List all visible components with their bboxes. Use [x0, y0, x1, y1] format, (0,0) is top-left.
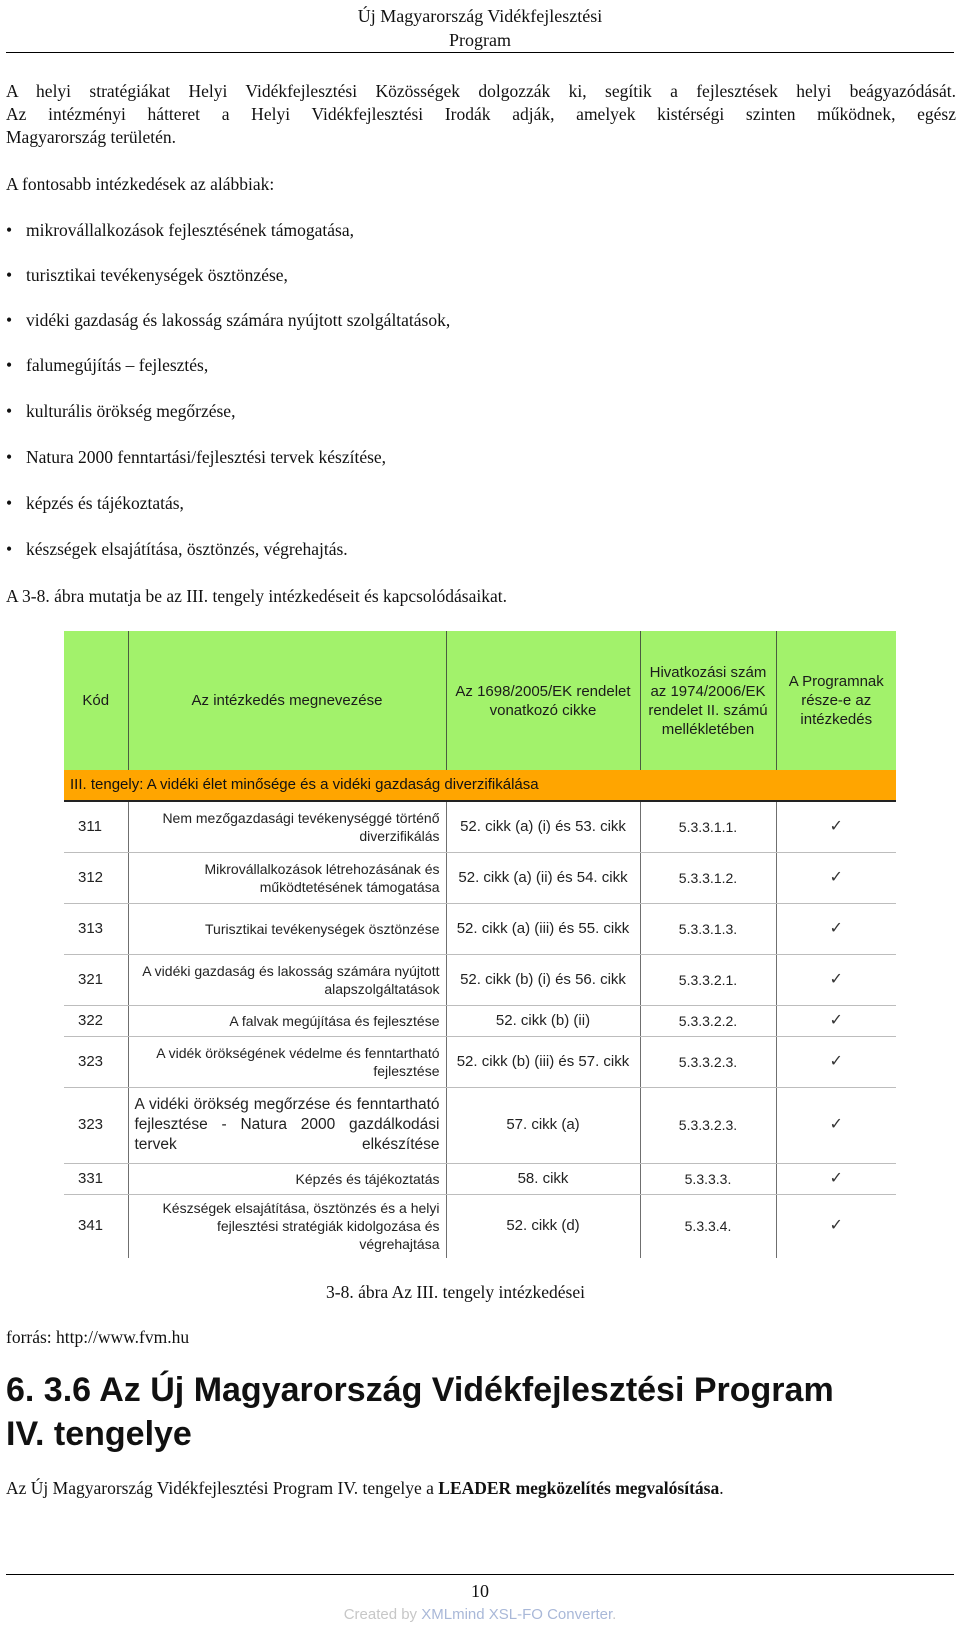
col-header-nev: Az intézkedés megnevezése — [128, 631, 446, 770]
creator-suffix: . — [612, 1606, 617, 1623]
list-item-text: vidéki gazdaság és lakosság számára nyújtott szolgáltatások, — [26, 310, 451, 330]
source-note: forrás: http://www.fvm.hu — [6, 1327, 190, 1347]
cell-kod: 312 — [64, 852, 128, 903]
cell-kod: 311 — [64, 801, 128, 852]
list-item — [6, 538, 348, 561]
intro-line-2: Az intézményi hátteret a Helyi Vidékfejlesztési Irodák adják, amelyek kistérségi szinten működnek, egész — [6, 104, 956, 124]
measures-table-figure — [64, 631, 896, 1273]
list-item — [6, 492, 184, 515]
cell-hivatkozas: 5.3.3.1.3. — [640, 903, 776, 954]
check-icon: ✓ — [776, 1087, 896, 1163]
footer-rule — [6, 1574, 954, 1575]
list-item-text: mikrovállalkozások fejlesztésének támogatása, — [26, 220, 354, 240]
cell-nev: Képzés és tájékoztatás — [128, 1163, 446, 1194]
cell-nev: A vidéki örökség megőrzése és fenntartható fejlesztése - Natura 2000 gazdálkodási tervek elkészítése — [128, 1087, 446, 1163]
cell-kod: 341 — [64, 1194, 128, 1258]
table-row — [64, 954, 896, 1005]
cell-cikk: 52. cikk (b) (i) és 56. cikk — [446, 954, 640, 1005]
intro-paragraph — [6, 80, 956, 149]
cell-kod: 313 — [64, 903, 128, 954]
list-item — [6, 354, 208, 377]
list-item — [6, 309, 450, 332]
cell-cikk: 57. cikk (a) — [446, 1087, 640, 1163]
cell-nev: Készségek elsajátítása, ösztönzés és a helyi fejlesztési stratégiák kidolgozása és végrehajtása — [128, 1194, 446, 1258]
table-row — [64, 852, 896, 903]
cell-kod: 323 — [64, 1036, 128, 1087]
table-row — [64, 1163, 896, 1194]
creator-tool-link[interactable]: XMLmind XSL-FO Converter — [421, 1606, 613, 1623]
bullet-glyph: • — [6, 539, 13, 559]
intro-line-3: Magyarország területén. — [6, 127, 177, 147]
bullet-glyph: • — [6, 401, 13, 421]
cell-cikk: 52. cikk (d) — [446, 1194, 640, 1258]
table-row — [64, 1194, 896, 1258]
check-icon: ✓ — [776, 903, 896, 954]
list-item-text: készségek elsajátítása, ösztönzés, végrehajtás. — [26, 539, 348, 559]
col-header-cikk: Az 1698/2005/EK rendelet vonatkozó cikke — [446, 631, 640, 770]
list-item-text: falumegújítás – fejlesztés, — [26, 355, 209, 375]
measures-intro: A fontosabb intézkedések az alábbiak: — [6, 174, 275, 194]
cell-hivatkozas: 5.3.3.4. — [640, 1194, 776, 1258]
closing-text: Az Új Magyarország Vidékfejlesztési Program IV. tengelye a — [6, 1478, 439, 1498]
axis-row-label: III. tengely: A vidéki élet minősége és a vidéki gazdaság diverzifikálása — [64, 770, 896, 801]
check-icon: ✓ — [776, 1036, 896, 1087]
cell-nev: Turisztikai tevékenységek ösztönzése — [128, 903, 446, 954]
closing-paragraph — [6, 1477, 724, 1500]
list-item-text: képzés és tájékoztatás, — [26, 493, 184, 513]
table-row — [64, 1036, 896, 1087]
cell-cikk: 52. cikk (b) (iii) és 57. cikk — [446, 1036, 640, 1087]
figure-reference: A 3-8. ábra mutatja be az III. tengely intézkedéseit és kapcsolódásaikat. — [6, 586, 507, 606]
header-title-line1: Új Magyarország Vidékfejlesztési — [357, 6, 603, 26]
bullet-glyph: • — [6, 220, 13, 240]
col-header-hivatkozas: Hivatkozási szám az 1974/2006/EK rendelet II. számú mellékletében — [640, 631, 776, 770]
bullet-glyph: • — [6, 310, 13, 330]
check-icon: ✓ — [776, 1163, 896, 1194]
header-title-line2: Program — [449, 30, 511, 50]
cell-kod: 323 — [64, 1087, 128, 1163]
table-row — [64, 1087, 896, 1163]
table-row — [64, 903, 896, 954]
header-rule — [6, 52, 954, 53]
list-item — [6, 400, 235, 423]
check-icon: ✓ — [776, 1194, 896, 1258]
cell-hivatkozas: 5.3.3.2.1. — [640, 954, 776, 1005]
cell-nev: A vidéki gazdaság és lakosság számára nyújtott alapszolgáltatások — [128, 954, 446, 1005]
cell-hivatkozas: 5.3.3.2.3. — [640, 1036, 776, 1087]
check-icon: ✓ — [776, 852, 896, 903]
list-item-text: turisztikai tevékenységek ösztönzése, — [26, 265, 288, 285]
page-number: 10 — [471, 1581, 489, 1601]
list-item — [6, 219, 354, 242]
cell-nev: Mikrovállalkozások létrehozásának és működtetésének támogatása — [128, 852, 446, 903]
cell-hivatkozas: 5.3.3.2.2. — [640, 1005, 776, 1036]
cell-cikk: 58. cikk — [446, 1163, 640, 1194]
cell-kod: 331 — [64, 1163, 128, 1194]
table-row — [64, 1005, 896, 1036]
col-header-kod: Kód — [64, 631, 128, 770]
figure-caption: 3-8. ábra Az III. tengely intézkedései — [326, 1282, 585, 1302]
section-heading — [6, 1368, 956, 1456]
cell-hivatkozas: 5.3.3.1.1. — [640, 801, 776, 852]
cell-hivatkozas: 5.3.3.2.3. — [640, 1087, 776, 1163]
creator-note — [0, 1605, 960, 1625]
cell-hivatkozas: 5.3.3.3. — [640, 1163, 776, 1194]
bullet-glyph: • — [6, 355, 13, 375]
cell-cikk: 52. cikk (a) (i) és 53. cikk — [446, 801, 640, 852]
section-heading-line2: IV. tengelye — [6, 1415, 192, 1453]
cell-nev: A falvak megújítása és fejlesztése — [128, 1005, 446, 1036]
section-heading-line1: 6. 3.6 Az Új Magyarország Vidékfejlesztési Program — [6, 1371, 834, 1409]
table-header-row — [64, 631, 896, 770]
bullet-glyph: • — [6, 493, 13, 513]
closing-period: . — [719, 1478, 724, 1498]
axis-row — [64, 770, 896, 801]
cell-cikk: 52. cikk (b) (ii) — [446, 1005, 640, 1036]
intro-line-1: A helyi stratégiákat Helyi Vidékfejlesztési Közösségek dolgozzák ki, segítik a fejlesztések helyi beágyazódását. — [6, 81, 956, 101]
cell-kod: 322 — [64, 1005, 128, 1036]
cell-nev: A vidék örökségének védelme és fenntartható fejlesztése — [128, 1036, 446, 1087]
bullet-glyph: • — [6, 265, 13, 285]
check-icon: ✓ — [776, 801, 896, 852]
cell-kod: 321 — [64, 954, 128, 1005]
cell-nev: Nem mezőgazdasági tevékenységgé történő diverzifikálás — [128, 801, 446, 852]
cell-cikk: 52. cikk (a) (ii) és 54. cikk — [446, 852, 640, 903]
bullet-glyph: • — [6, 447, 13, 467]
list-item-text: Natura 2000 fenntartási/fejlesztési tervek készítése, — [26, 447, 387, 467]
list-item — [6, 264, 288, 287]
creator-prefix: Created by — [343, 1606, 422, 1623]
check-icon: ✓ — [776, 954, 896, 1005]
table-row — [64, 801, 896, 852]
cell-cikk: 52. cikk (a) (iii) és 55. cikk — [446, 903, 640, 954]
running-header — [0, 4, 960, 52]
cell-hivatkozas: 5.3.3.1.2. — [640, 852, 776, 903]
list-item — [6, 446, 386, 469]
closing-bold-text: LEADER megközelítés megvalósítása — [438, 1478, 720, 1498]
measures-table — [64, 631, 896, 1258]
check-icon: ✓ — [776, 1005, 896, 1036]
list-item-text: kulturális örökség megőrzése, — [26, 401, 236, 421]
col-header-resze: A Programnak része-e az intézkedés — [776, 631, 896, 770]
